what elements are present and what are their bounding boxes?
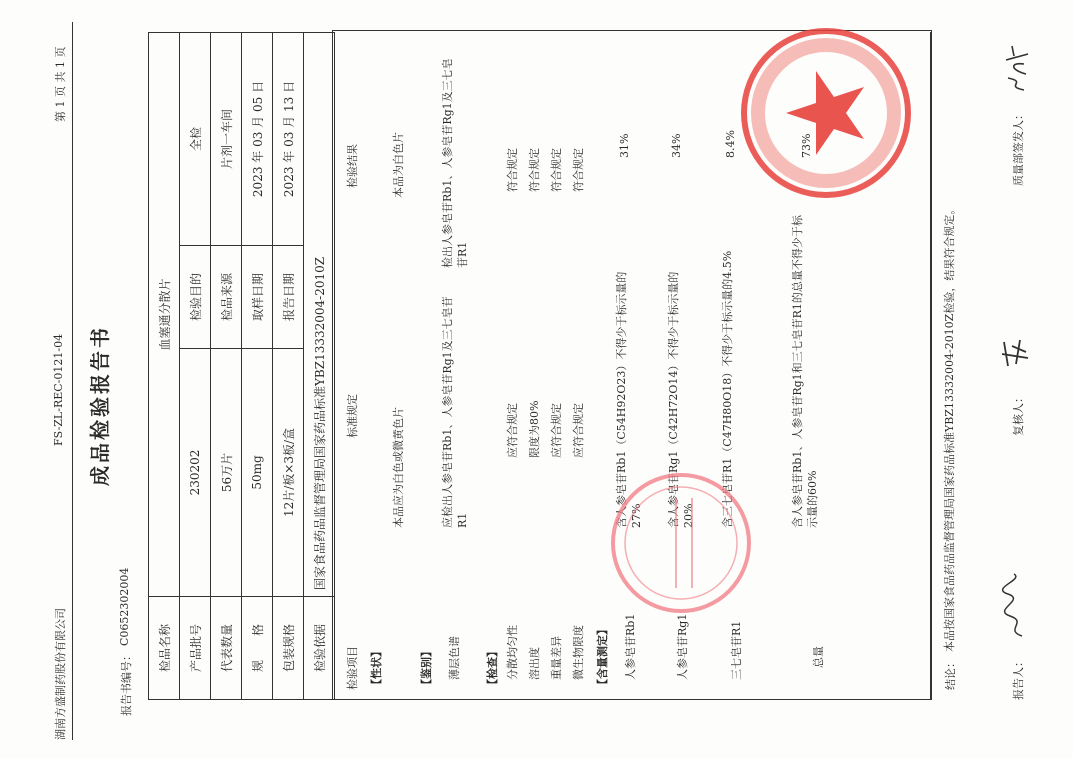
total-standard: 含人参皂苷Rb1、人参皂苷Rg1和三七皂苷R1的总量不得少于标示量的60% xyxy=(791,215,819,528)
info-value: 血塞通分散片 xyxy=(149,33,180,597)
tlc-standard: 应检出人参皂苷Rb1、人参皂苷Rg1及三七皂苷R1 xyxy=(441,296,469,528)
total-result: 73% xyxy=(800,133,813,158)
info-row xyxy=(180,33,211,700)
info-label: 产品批号 xyxy=(180,597,211,700)
info-label: 取样日期 xyxy=(242,246,273,349)
dissolution-item: 溶出度 xyxy=(528,647,541,680)
dissolution-standard: 限度为80% xyxy=(528,400,541,458)
r1-standard: 含三七皂苷R1（C47H80O18）不得少于标示量的4.5% xyxy=(721,250,734,528)
issuer-label: 质量部签发人： xyxy=(1012,109,1025,186)
product-info-table xyxy=(148,32,335,700)
character-standard: 本品应为白色或微黄色片 xyxy=(392,407,405,528)
rb1-result: 31% xyxy=(618,133,631,158)
info-label: 检验目的 xyxy=(180,246,211,349)
tlc-item: 薄层色谱 xyxy=(448,636,461,680)
document-code: FS-ZL-REC-0121-04 xyxy=(52,333,65,446)
column-header-result: 检验结果 xyxy=(346,144,359,188)
info-row xyxy=(211,33,242,700)
dissolution-result: 符合规定 xyxy=(528,148,541,192)
conclusion-label: 结论： xyxy=(944,657,957,690)
info-label: 检品名称 xyxy=(149,597,180,700)
conclusion-text: 本品按国家食品药品监督管理局国家药品标准YBZ13332004-2010Z检验，结果符合规定。 xyxy=(943,203,956,652)
rg1-standard: 含人参皂苷Rg1（C42H72O14）不得少于标示量的20% xyxy=(667,271,695,528)
info-value: 50mg xyxy=(242,349,273,597)
reporter-label: 报告人： xyxy=(1012,656,1025,700)
column-header-item: 检验项目 xyxy=(346,646,359,690)
info-label: 规 格 xyxy=(242,597,273,700)
rb1-standard: 含人参皂苷Rb1（C54H92O23）不得少于标示量的27% xyxy=(615,271,643,528)
reporter-signature xyxy=(1000,570,1035,640)
section-identification: 【鉴别】 xyxy=(420,646,433,690)
reviewer-label: 复核人： xyxy=(1012,392,1025,436)
report-number: C0652302004 xyxy=(118,567,131,646)
section-inspection: 【检查】 xyxy=(486,646,499,690)
conclusion-rule xyxy=(930,32,931,700)
microbial-limit-item: 微生物限度 xyxy=(572,625,585,680)
microbial-limit-result: 符合规定 xyxy=(572,148,585,192)
dispersion-result: 符合规定 xyxy=(506,148,519,192)
info-value: 国家食品药品监督管理局国家药品标准YBZ13332004-2010Z xyxy=(304,33,335,597)
page-number: 第 1 页 共 1 页 xyxy=(54,46,67,122)
info-value: 56万片 xyxy=(211,349,242,597)
rg1-item: 人参皂苷Rg1 xyxy=(676,613,689,680)
column-header-standard: 标准规定 xyxy=(346,394,359,438)
tlc-result: 检出人参皂苷Rb1、人参皂苷Rg1及三七皂苷R1 xyxy=(441,58,469,268)
rb1-item: 人参皂苷Rb1 xyxy=(624,613,637,680)
info-value: 2023 年 03 月 05 日 xyxy=(242,33,273,246)
reviewer-signature xyxy=(998,332,1037,372)
info-label: 检验依据 xyxy=(304,597,335,700)
company-name: 湖南方盛制药股份有限公司 xyxy=(54,608,67,740)
info-value: 片剂一车间 xyxy=(211,33,242,246)
info-label: 检品来源 xyxy=(211,246,242,349)
info-value: 全检 xyxy=(180,33,211,246)
info-value: 2023 年 03 月 13 日 xyxy=(273,33,304,246)
section-assay: 【含量测定】 xyxy=(596,624,609,690)
weight-variation-result: 符合规定 xyxy=(550,148,563,192)
info-label: 包装规格 xyxy=(273,597,304,700)
microbial-limit-standard: 应符合规定 xyxy=(572,403,585,458)
report-title: 成品检验报告书 xyxy=(88,325,112,486)
r1-item: 三七皂苷R1 xyxy=(730,620,743,680)
info-value: 230202 xyxy=(180,349,211,597)
info-row xyxy=(242,33,273,700)
dispersion-item: 分散均匀性 xyxy=(506,625,519,680)
character-result: 本品为白色片 xyxy=(392,132,405,198)
dispersion-standard: 应符合规定 xyxy=(506,403,519,458)
report-number-label: 报告书编号： xyxy=(120,650,133,716)
weight-variation-item: 重量差异 xyxy=(550,636,563,680)
issuer-signature xyxy=(998,44,1037,94)
info-row xyxy=(273,33,304,700)
info-row xyxy=(304,33,335,700)
info-label: 报告日期 xyxy=(273,246,304,349)
qc-seal-icon xyxy=(606,468,760,618)
header-rule xyxy=(72,22,73,740)
info-value: 12片/板×3板/盒 xyxy=(273,349,304,597)
company-seal-icon xyxy=(736,23,920,203)
info-label: 代表数量 xyxy=(211,597,242,700)
weight-variation-standard: 应符合规定 xyxy=(550,403,563,458)
total-item: 总量 xyxy=(812,646,825,668)
r1-result: 8.4% xyxy=(724,130,737,158)
section-character: 【性状】 xyxy=(370,646,383,690)
info-row xyxy=(149,33,180,700)
rg1-result: 34% xyxy=(670,133,683,158)
